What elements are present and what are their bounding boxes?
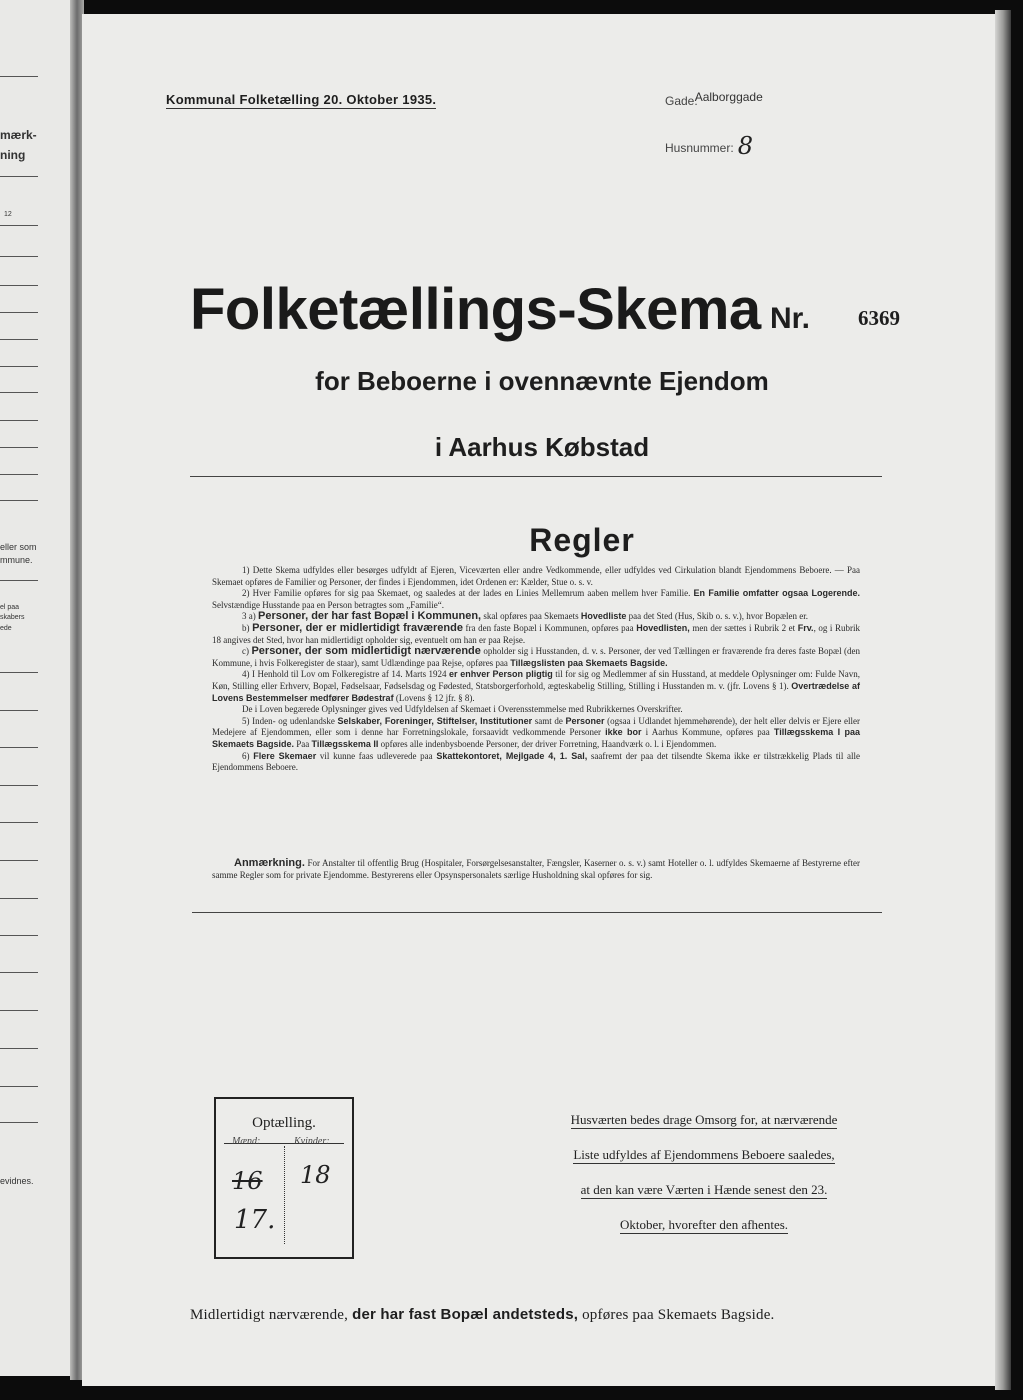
rule — [0, 860, 38, 861]
page-edge — [995, 10, 1011, 1390]
rule — [0, 935, 38, 936]
house-number-value: 8 — [737, 132, 753, 160]
census-header: Kommunal Folketælling 20. Oktober 1935. — [166, 92, 437, 107]
rule-2: 2) Hver Familie opføres for sig paa Skemaet, og saaledes at der lades en Linies Mellemrum aaben mellem hver Familie. En Familie omfatter ogsaa Logerende. Selvstændige Husstande paa en Person betragtes som „Familie“. — [212, 588, 860, 610]
fragment-text: el paa — [0, 604, 20, 611]
rule — [0, 580, 38, 581]
notice-line: at den kan være Værten i Hænde senest den 23. — [580, 1182, 828, 1197]
rules-heading: Regler — [529, 522, 635, 558]
notice-line: Oktober, hvorefter den afhentes. — [619, 1217, 789, 1232]
notice-line: Husværten bedes drage Omsorg for, at nærværende — [570, 1112, 838, 1127]
rule-3b: b) Personer, der er midlertidigt fraværende fra den faste Bopæl i Kommunen, opføres paa Hovedlisten, men der sættes i Rubrik 2 et Frv., og i Rubrik 18 angives det Sted, hvor han midlertidigt opholder sig, eventuelt om han er paa Rejse. — [212, 621, 860, 645]
count-box — [214, 1097, 354, 1259]
fragment-text: evidnes. — [0, 1176, 34, 1186]
rule — [0, 176, 38, 177]
rule — [0, 447, 38, 448]
house-number-field — [665, 130, 753, 158]
rule-3c: c) Personer, der som midlertidigt nærværende opholder sig i Husstanden, d. v. s. Personer, der ved Tællingen er fraværende fra deres faste Bopæl (den Kommune, i hvis Folkeregister de staar), samt Udlændinge paa Rejse, opføres paa Tillægslisten paa Skemaets Bagside. — [212, 645, 861, 668]
divider — [192, 912, 882, 913]
landlord-notice — [512, 1107, 896, 1247]
men-label: Mænd: — [232, 1136, 261, 1147]
rule — [0, 392, 38, 393]
rule — [0, 366, 38, 367]
rule — [0, 1048, 38, 1049]
street-label: Gade: — [665, 94, 698, 108]
census-form-page — [82, 14, 1002, 1386]
rule — [0, 1086, 38, 1087]
divider — [190, 476, 882, 477]
women-label: Kvinder: — [294, 1136, 330, 1147]
rule — [0, 76, 38, 77]
rule-4: 4) I Henhold til Lov om Folkeregistre af 14. Marts 1924 er enhver Person pligtig til for sig og Medlemmer af sin Husstand, at meddele Oplysninger om: Fulde Navn, Køn, Stilling eller Erhverv, Bopæl, Fødselsaar, Fødselsdag og Fødested, Statsborgerforhold, ægteskabelig Stilling, Stilling i Husstanden m. v. (jfr. Lovens § 1). Overtrædelse af Lovens Bestemmelser medfører Bødestraf (Lovens § 12 jfr. § 8). — [212, 669, 861, 703]
number-label: Nr. — [770, 302, 811, 335]
rule — [0, 672, 38, 673]
rule-1: 1) Dette Skema udfyldes eller besørges udfyldt af Ejeren, Viceværten eller andre Vedkommende, eller udfyldes ved Cirkulation blandt Ejendommens Beboere. — Paa Skemaet opføres de Familier og Personer, der findes i Ejendommen, idet Ordenen er: Kælder, Stue o. s. v. — [212, 565, 860, 587]
fragment-text: skabers — [0, 614, 25, 621]
rule — [0, 339, 38, 340]
footer-instruction: Midlertidigt nærværende, der har fast Bopæl andetsteds, opføres paa Skemaets Bagside. — [190, 1306, 775, 1323]
rule — [0, 256, 38, 257]
rule — [0, 1122, 38, 1123]
rules-text — [212, 565, 860, 774]
men-count: 17. — [234, 1205, 276, 1235]
fragment-text: ede — [0, 625, 12, 632]
rule — [0, 1010, 38, 1011]
rule-6: 6) Flere Skemaer vil kunne faas udleverede paa Skattekontoret, Mejlgade 4, 1. Sal, saafremt der paa det tilsendte Skema ikke er tilstrækkelig Plads til alle Ejendommens Beboere. — [212, 750, 861, 773]
rule-4b: De i Loven begærede Oplysninger gives ved Udfyldelsen af Skemaet i Overensstemmelse med Rubrikkernes Overskrifter. — [242, 704, 683, 715]
notice-line: Liste udfyldes af Ejendommens Beboere saaledes, — [573, 1147, 835, 1162]
rule — [0, 785, 38, 786]
count-title: Optælling. — [252, 1115, 316, 1131]
fragment-text: ning — [0, 148, 26, 162]
rule-5: 5) Inden- og udenlandske Selskaber, Foreninger, Stiftelser, Institutioner samt de Personer (ogsaa i Udlandet hjemmehørende), der helt eller delvis er Ejere eller Medejere af Ejendommen, eller som i denne har Forretningslokale, forsaavidt vedkommende Personer ikke bor i Aarhus Kommune, opføres paa Tillægsskema I paa Skemaets Bagside. Paa Tillægsskema II opføres alle indenbysboende Personer, der driver Forretning, Haandværk o. l. i Ejendommen. — [212, 715, 861, 749]
fragment-text: mærk- — [0, 128, 37, 142]
rule — [0, 898, 38, 899]
men-count-struck: 16 — [232, 1167, 263, 1195]
fragment-text: mmune. — [0, 555, 33, 565]
women-count: 18 — [300, 1161, 331, 1189]
rule — [0, 972, 38, 973]
facing-page — [0, 0, 76, 1376]
form-number: 6369 — [858, 306, 900, 330]
rule — [0, 225, 38, 226]
street-value: Aalborggade — [694, 90, 763, 104]
subtitle-residents: for Beboerne i ovennævnte Ejendom — [315, 366, 769, 396]
rule — [0, 822, 38, 823]
remark-label: Anmærkning. — [234, 857, 305, 869]
rule — [0, 285, 38, 286]
rule — [0, 500, 38, 501]
house-number-label: Husnummer: — [665, 141, 734, 155]
fragment-text: 12 — [4, 211, 12, 218]
subtitle-town: i Aarhus Købstad — [434, 432, 650, 462]
remark-note — [212, 858, 860, 881]
rule — [0, 312, 38, 313]
street-field — [665, 92, 766, 110]
rule-3a: 3 a) Personer, der har fast Bopæl i Kommunen, skal opføres paa Skemaets Hovedliste paa det Sted (Hus, Skib o. s. v.), hvor Bopælen er. — [242, 610, 809, 623]
rule — [0, 420, 38, 421]
form-title: Folketællings-Skema — [190, 277, 761, 342]
rule — [0, 747, 38, 748]
rule — [0, 710, 38, 711]
rule — [0, 474, 38, 475]
remark-text: For Anstalter til offentlig Brug (Hospitaler, Forsørgelsesanstalter, Fængsler, Kaserner o. s. v.) samt Hoteller o. l. udfyldes Skemaerne af Bestyrerne efter samme Regler som for private Ejendomme. Bestyrerens eller Opsynspersonalets særlige Husholdning skal opføres for sig. — [212, 858, 861, 880]
fragment-text: eller som — [0, 542, 37, 552]
count-column-divider — [284, 1146, 286, 1244]
